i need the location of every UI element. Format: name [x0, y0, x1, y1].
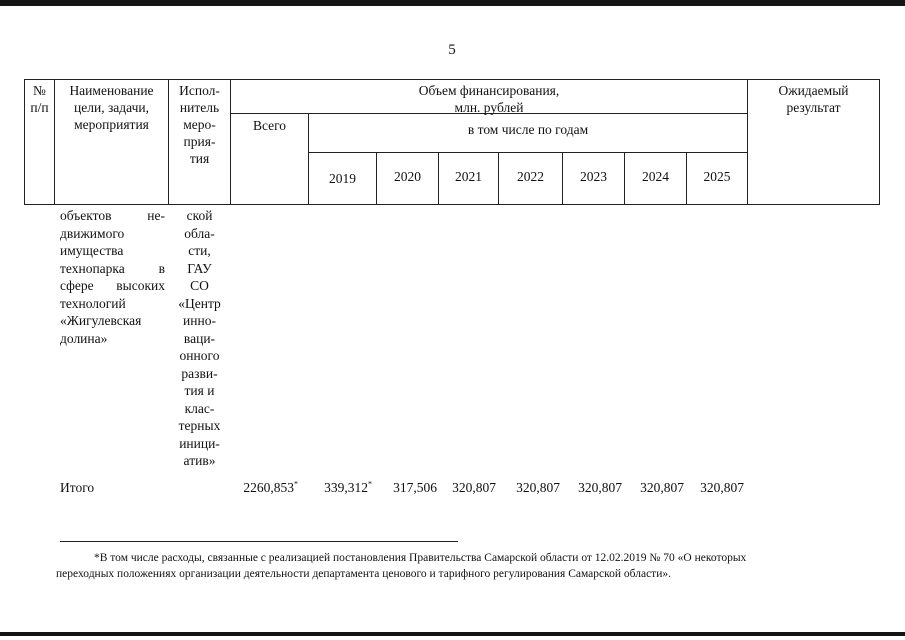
page-number: 5 — [448, 42, 456, 58]
scan-bottom-border — [0, 632, 905, 636]
header-year: 2023 — [580, 169, 607, 184]
footnote-rule — [60, 541, 458, 542]
header-year: 2019 — [329, 171, 356, 186]
header-year: 2021 — [455, 169, 482, 184]
header-by-years: в том числе по годам — [467, 122, 589, 137]
row-name-cell: объектов не- движимого имущества технопарка в сфере высоких технологий «Жигулевская долина» — [60, 208, 165, 346]
header-top-rule — [24, 79, 879, 80]
header-name: Наименование цели, задачи, мероприятия — [69, 83, 154, 132]
row-executor-cell: ской обла- сти, ГАУ СО «Центр инно- ваци- онного разви- тия и клас- терных иници- атив» — [178, 208, 221, 468]
year-value: 320,807 — [700, 480, 744, 495]
footnote: *В том числе расходы, связанные с реализацией постановления Правительства Самарской области от 12.02.2019 № 70 «О некоторых переходных положениях организации деятельности департамента ценового и тарифного регулирования Самарской области». — [56, 552, 747, 580]
year-value: 320,807 — [640, 480, 684, 495]
total-label: Итого — [60, 480, 95, 495]
year-value: 320,807 — [452, 480, 496, 495]
header-year: 2022 — [517, 169, 544, 184]
year-value: 317,506 — [393, 480, 437, 495]
total-value: 2260,853* — [243, 479, 298, 495]
footnote-mark: * — [368, 479, 372, 489]
years-subrule — [308, 152, 747, 153]
header-number: № п/п — [30, 83, 49, 115]
header-executor: Испол- нитель меро- прия- тия — [179, 83, 220, 166]
year-value: 320,807 — [578, 480, 622, 495]
table-header — [0, 0, 905, 205]
year-value: 320,807 — [516, 480, 560, 495]
header-year: 2025 — [703, 169, 731, 184]
header-vline — [879, 79, 880, 205]
header-year: 2020 — [394, 169, 421, 184]
footnote-mark: * — [294, 479, 298, 489]
header-result: Ожидаемый результат — [778, 83, 849, 115]
header-year: 2024 — [642, 169, 669, 184]
header-bottom-rule — [24, 204, 879, 205]
year-value: 339,312* — [324, 479, 372, 495]
header-total: Всего — [252, 118, 287, 133]
header-funding: Объем финансирования, млн. рублей — [418, 83, 560, 115]
